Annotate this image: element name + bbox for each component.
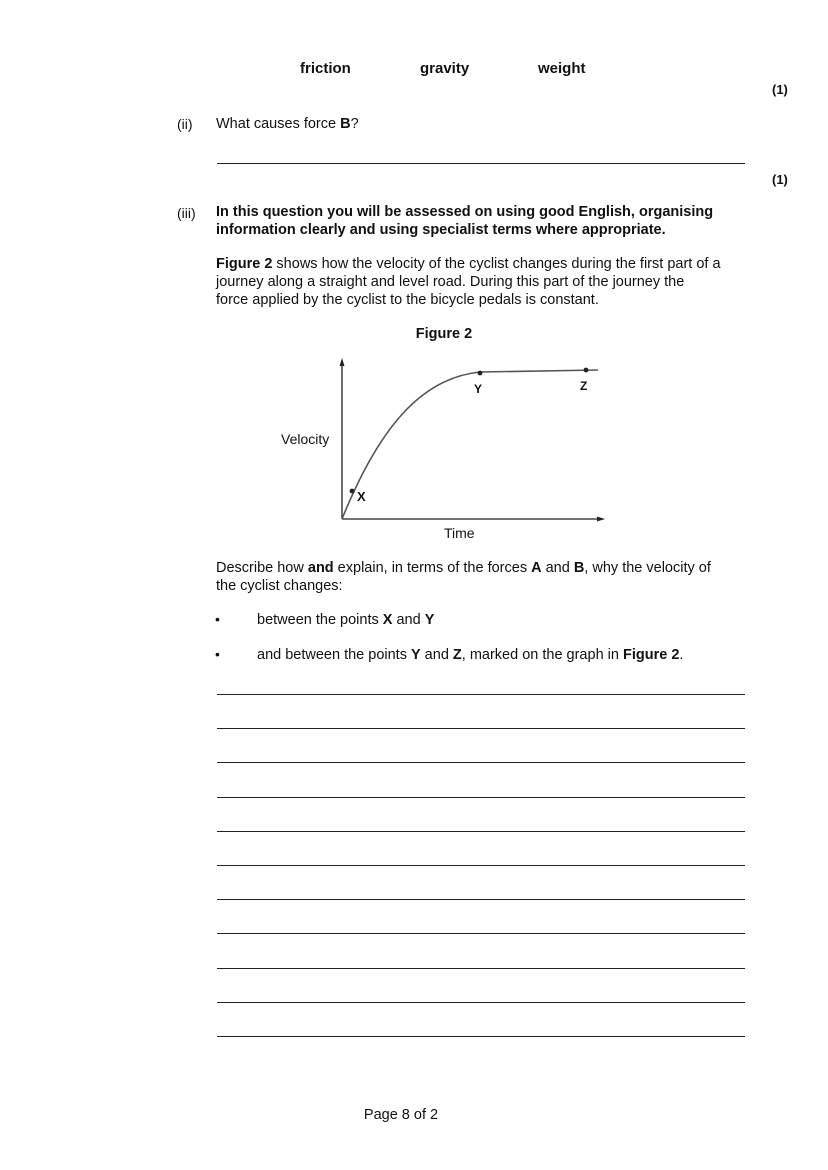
mark-2: (1) — [772, 172, 788, 187]
answer-line[interactable] — [217, 831, 745, 832]
point-x-marker — [350, 489, 355, 494]
answer-line[interactable] — [217, 865, 745, 866]
point-z-label: Z — [580, 379, 588, 393]
figure-description: Figure 2 shows how the velocity of the cyclist changes during the first part of a journey along a straight and level road. During this part of the journey the force applied by the cyclist to the bicycle pedals is constant. — [216, 256, 721, 308]
answer-line[interactable] — [217, 1002, 745, 1003]
answer-line[interactable] — [217, 1036, 745, 1037]
question-number-ii: (ii) — [177, 116, 193, 132]
y-axis-label: Velocity — [281, 431, 330, 447]
point-y-marker — [478, 371, 483, 376]
answer-line[interactable] — [217, 968, 745, 969]
bullet-2-text: and between the points Y and Z, marked on the graph in Figure 2. — [257, 647, 684, 663]
answer-line[interactable] — [217, 728, 745, 729]
question-ii-text: What causes force B? — [216, 116, 359, 132]
answer-line[interactable] — [217, 762, 745, 763]
option-friction: friction — [300, 60, 351, 77]
page-number: Page 8 of 2 — [363, 1107, 439, 1123]
question-number-iii: (iii) — [177, 205, 196, 221]
point-y-label: Y — [474, 382, 483, 396]
option-weight: weight — [538, 60, 586, 77]
mark-1: (1) — [772, 82, 788, 97]
answer-line[interactable] — [217, 933, 745, 934]
x-axis-arrow-icon — [597, 517, 605, 522]
instruction-text: In this question you will be assessed on using good English, organising information clearly and using specialist terms where appropriate. — [216, 204, 714, 238]
answer-line[interactable] — [217, 899, 745, 900]
answer-line[interactable] — [217, 694, 745, 695]
answer-line[interactable] — [217, 797, 745, 798]
point-x-label: X — [357, 489, 366, 504]
answer-line-ii[interactable] — [217, 163, 745, 164]
describe-prompt: Describe how and explain, in terms of the forces A and B, why the velocity of the cyclist changes: — [216, 560, 711, 594]
option-gravity: gravity — [420, 60, 470, 77]
x-axis-label: Time — [444, 525, 475, 541]
velocity-curve — [342, 370, 598, 519]
y-axis-arrow-icon — [340, 358, 345, 366]
point-z-marker — [584, 368, 589, 373]
bullet-2-icon: • — [215, 646, 220, 662]
bullet-1-icon: • — [215, 611, 220, 627]
bullet-1-text: between the points X and Y — [257, 612, 435, 628]
figure-title: Figure 2 — [415, 326, 473, 342]
